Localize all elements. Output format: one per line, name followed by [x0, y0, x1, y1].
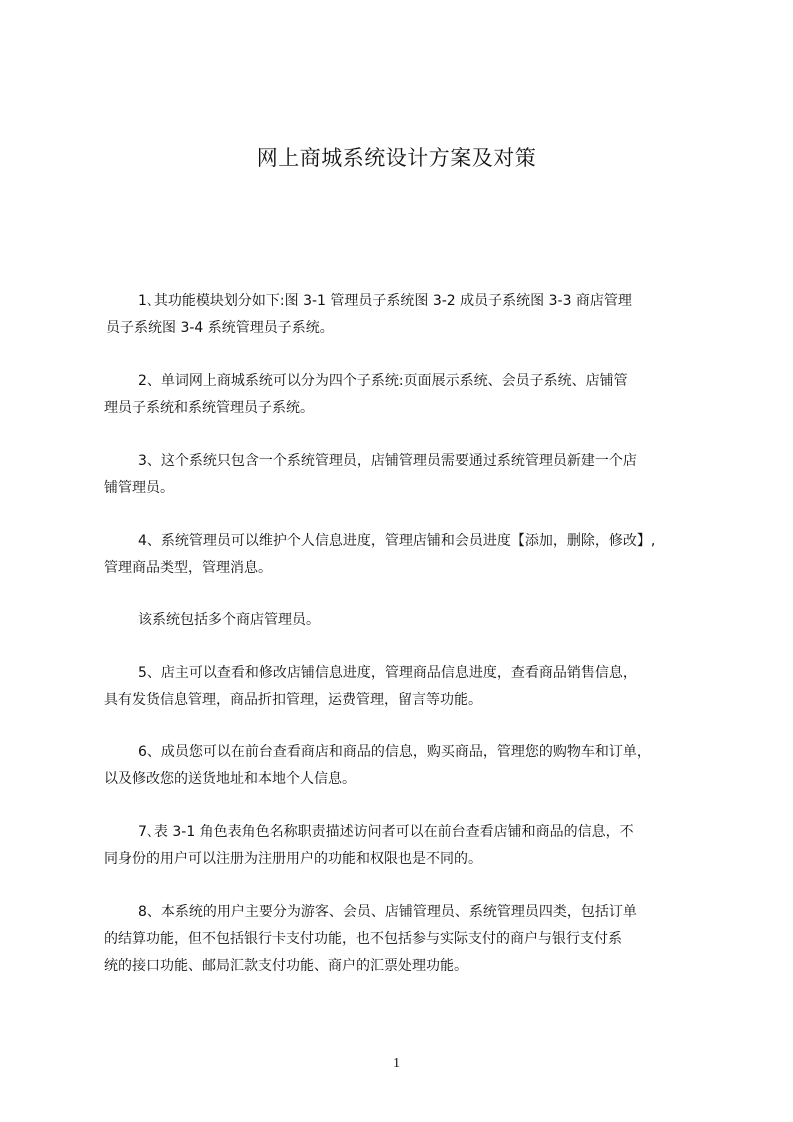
document-title: 网上商城系统设计方案及对策 [256, 146, 537, 170]
paragraph-note [104, 607, 724, 634]
paragraph-line: 6、成员您可以在前台查看商店和商品的信息，购买商品，管理您的购物车和订单， [138, 744, 651, 760]
paragraph-line: 以及修改您的送货地址和本地个人信息。 [104, 771, 356, 787]
paragraph-4 [104, 528, 724, 582]
paragraph-line: 2、单词网上商城系统可以分为四个子系统:页面展示系统、会员子系统、店铺管 [138, 373, 628, 389]
paragraph-line: 3、这个系统只包含一个系统管理员，店铺管理员需要通过系统管理员新建一个店 [138, 453, 637, 469]
paragraph-line: 1､其功能模块划分如下:图 3-1 管理员子系统图 3-2 成员子系统图 3-3 商店管理 [138, 293, 632, 309]
paragraph-5 [104, 660, 724, 714]
paragraph-line: 具有发货信息管理，商品折扣管理，运费管理，留言等功能。 [104, 692, 482, 708]
paragraph-line: 理员子系统和系统管理员子系统。 [104, 400, 314, 416]
paragraph-line: 铺管理员。 [104, 480, 174, 496]
paragraph-2 [104, 368, 724, 422]
paragraph-line: 员子系统图 3-4 系统管理员子系统。 [106, 320, 334, 336]
paragraph-line: 该系统包括多个商店管理员。 [138, 612, 320, 628]
paragraph-line: 5、店主可以查看和修改店铺信息进度，管理商品信息进度，查看商品销售信息， [138, 665, 637, 681]
paragraph-7 [104, 819, 724, 873]
paragraph-line: 统的接口功能、邮局汇款支付功能、商户的汇票处理功能。 [104, 958, 468, 974]
paragraph-line: 7､表 3-1 角色表角色名称职责描述访问者可以在前台查看店铺和商品的信息，不 [138, 824, 634, 840]
page-number: 1 [393, 1056, 400, 1071]
paragraph-line: 8、本系统的用户主要分为游客、会员、店铺管理员、系统管理员四类，包括订单 [138, 904, 637, 920]
paragraph-6 [104, 739, 724, 793]
paragraph-line: 的结算功能，但不包括银行卡支付功能，也不包括参与实际支付的商户与银行支付系 [104, 931, 622, 947]
paragraph-line: 4、系统管理员可以维护个人信息进度，管理店铺和会员进度【添加，删除，修改】, [138, 533, 656, 549]
paragraph-3 [104, 448, 724, 502]
paragraph-line: 管理商品类型，管理消息。 [104, 560, 272, 576]
paragraph-1 [104, 288, 724, 342]
paragraph-8 [104, 899, 724, 980]
paragraph-line: 同身份的用户可以注册为注册用户的功能和权限也是不同的。 [104, 851, 482, 867]
